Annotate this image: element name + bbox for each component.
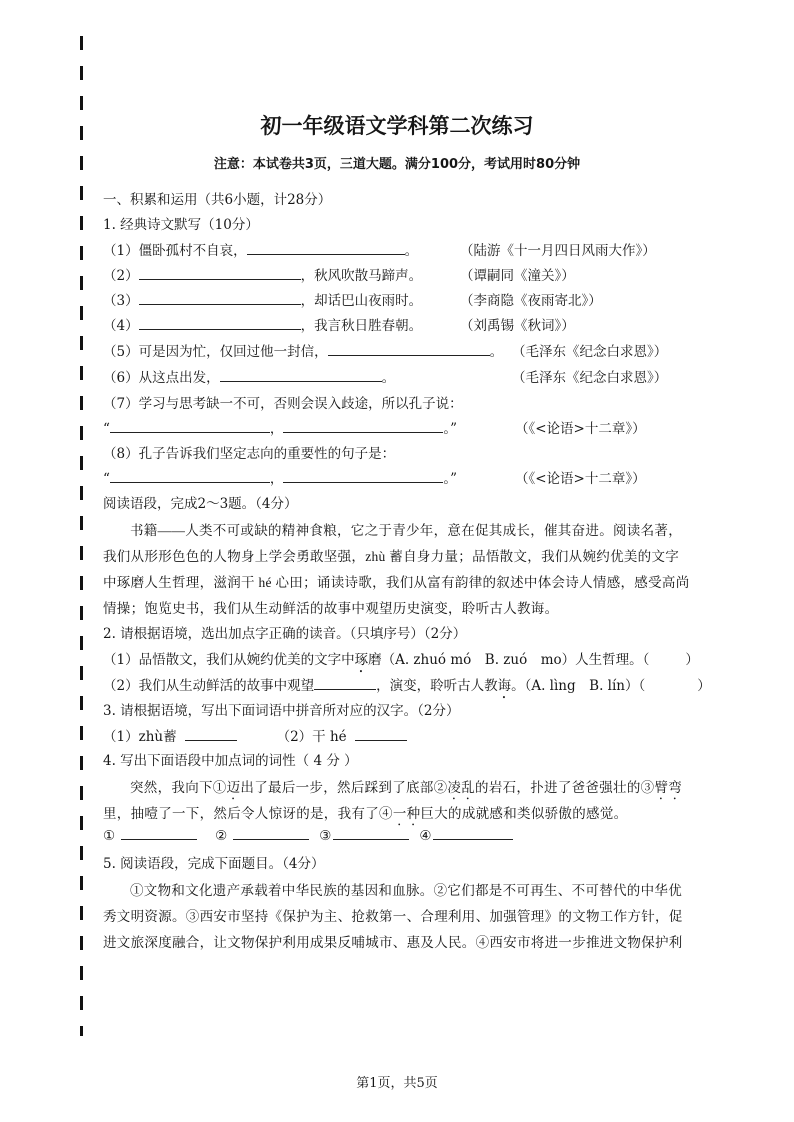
dotted-word: 臂弯 [654, 780, 683, 795]
q4-passage-line-2 [103, 802, 627, 829]
answer-blank[interactable] [139, 267, 301, 280]
q1-item-4-source: （刘禹锡《秋词》） [460, 318, 575, 334]
q1-item-1-source: （陆游《十一月四日风雨大作》） [460, 243, 656, 259]
q2-heading: 2. 请根据语境，选出加点字正确的读音。（只填序号）（2分） [103, 626, 467, 642]
dotted-word: 迈 [226, 780, 241, 795]
item-text: ，演变，聆听古人教 [376, 678, 498, 694]
dotted-word: 一种 [392, 806, 421, 821]
item-text: 从这点出发， [138, 370, 220, 386]
item-text: 。 [489, 344, 504, 360]
reading-1-instruction: 阅读语段，完成2～3题。（4分） [103, 496, 298, 512]
item-text: ，我言秋日胜春朝。 [300, 318, 423, 334]
page-title: 初一年级语文学科第二次练习 [260, 114, 534, 138]
answer-blank[interactable] [110, 420, 270, 433]
passage-text: 巨大的成就感和类似骄傲的感觉。 [420, 806, 628, 821]
item-number: （7） [103, 396, 139, 412]
item-number: （8） [103, 446, 139, 462]
item-text: 品悟散文，我们从婉约优美的文字中 [138, 652, 355, 668]
answer-label: ③ [319, 828, 332, 844]
passage-text: 出了最后一步，然后踩到了底部② [240, 780, 448, 795]
answer-blank[interactable] [433, 827, 513, 840]
answer-blank[interactable] [139, 317, 301, 330]
answer-blank[interactable] [355, 728, 407, 741]
item-text: 。 [381, 370, 396, 386]
close-quote: 。” [443, 471, 458, 487]
answer-blank[interactable] [328, 343, 490, 356]
dotted-char: 琢 [354, 652, 369, 668]
q4-answer-row [103, 827, 513, 844]
q1-item-5-source: （毛泽东《纪念白求恩》） [512, 344, 668, 360]
reading-1-line: 我们从形形色色的人物身上学会勇敢坚强，zhù 蓄自身力量；品悟散文，我们从婉约优美的文字 [103, 549, 680, 564]
item-text: 磨 [368, 652, 382, 668]
q1-item-6 [103, 366, 395, 386]
answer-blank[interactable] [247, 242, 405, 255]
binding-margin-line [80, 36, 83, 1036]
dotted-word: 凌乱 [447, 780, 476, 795]
q1-item-2-source: （谭嗣同《潼关》） [460, 268, 575, 284]
q1-item-2 [103, 264, 422, 284]
options-text: （A. zhuó mó B. zuó mo）人生哲理。（ [381, 652, 650, 668]
exam-notice: 注意：本试卷共3页，三道大题。满分100分，考试用时80分钟 [213, 157, 581, 172]
q3-item-2: （2）干 hé [276, 729, 347, 745]
item-text: 学习与思考缺一不可，否则会误入歧途，所以孔子说： [138, 396, 463, 412]
answer-blank[interactable] [121, 827, 197, 840]
close-quote: 。” [443, 421, 458, 437]
answer-blank[interactable] [185, 728, 237, 741]
reading-1-line: 书籍——人类不可或缺的精神食粮，它之于青少年，意在促其成长，催其奋进。阅读名著， [130, 523, 682, 538]
passage-text: 突然，我向下① [130, 780, 227, 795]
q2-line-1 [103, 648, 699, 676]
open-quote: “ [103, 421, 110, 437]
q1-item-4 [103, 314, 422, 334]
q1-item-8 [103, 442, 395, 462]
open-quote: “ [103, 471, 110, 487]
answer-label: ④ [419, 828, 432, 844]
q1-item-7 [103, 392, 463, 412]
answer-blank[interactable] [283, 470, 443, 483]
page-footer: 第1页，共5页 [356, 1076, 438, 1091]
reading-1-line: 中琢磨人生哲理，滋润干 hé 心田；诵读诗歌，我们从富有韵律的叙述中体会诗人情感，感受高尚 [103, 575, 690, 590]
reading-1-line: 情操；饱览史书，我们从生动鲜活的故事中观望历史演变，聆听古人教诲。 [103, 601, 559, 616]
item-number: （2） [103, 678, 139, 694]
q1-item-7-answer-line: “ ， 。” [103, 421, 458, 437]
answer-blank[interactable] [314, 677, 376, 690]
answer-blank[interactable] [283, 420, 443, 433]
q4-heading: 4. 写出下面语段中加点词的词性（ 4 分 ） [103, 753, 358, 769]
answer-label: ② [215, 828, 228, 844]
passage-text: 的岩石，扑进了爸爸强壮的③ [475, 780, 655, 795]
q3-heading: 3. 请根据语境，写出下面词语中拼音所对应的汉字。（2分） [103, 703, 460, 719]
q1-item-1 [103, 239, 418, 259]
q3-item-1: （1）zhù蓄 [103, 729, 177, 745]
item-number: （1） [103, 652, 139, 668]
q1-item-7-source: （《<论语>十二章》） [515, 421, 646, 437]
item-text: 僵卧孤村不自哀， [138, 243, 247, 259]
item-number: （5） [103, 344, 139, 360]
item-text: 。 [404, 243, 419, 259]
item-number: （2） [103, 268, 139, 284]
answer-blank[interactable] [220, 369, 382, 382]
q5-passage-line: 秀文明资源。③西安市坚持《保护为主、抢救第一、合理利用、加强管理》的文物工作方针，促 [103, 909, 683, 924]
close-paren: ） [697, 678, 711, 694]
q5-passage-line: ①文物和文化遗产承载着中华民族的基因和血脉。②它们都是不可再生、不可替代的中华优 [130, 883, 682, 898]
q4-passage-line-1 [130, 776, 682, 803]
dotted-char: 诲 [497, 678, 512, 694]
answer-blank[interactable] [110, 470, 270, 483]
item-number: （4） [103, 318, 139, 334]
q1-item-3 [103, 289, 422, 309]
q1-item-5 [103, 340, 503, 360]
section-1-heading: 一、积累和运用（共6小题，计28分） [103, 192, 332, 208]
q1-heading: 1. 经典诗文默写（10分） [103, 217, 259, 233]
item-text: ，却话巴山夜雨时。 [300, 293, 423, 309]
item-text: ，秋风吹散马蹄声。 [300, 268, 423, 284]
answer-blank[interactable] [233, 827, 309, 840]
q1-item-8-answer-line: “ ， 。” [103, 471, 458, 487]
item-text: 我们从生动鲜活的故事中观望 [138, 678, 315, 694]
q1-item-8-source: （《<论语>十二章》） [515, 471, 646, 487]
answer-blank[interactable] [139, 292, 301, 305]
item-text: 孔子告诉我们坚定志向的重要性的句子是： [138, 446, 396, 462]
item-number: （6） [103, 370, 139, 386]
q5-passage-line: 进文旅深度融合，让文物保护利用成果反哺城市、惠及人民。④西安市将进一步推进文物保护利 [103, 935, 683, 950]
answer-blank[interactable] [333, 827, 409, 840]
item-number: （1） [103, 243, 139, 259]
q1-item-3-source: （李商隐《夜雨寄北》） [460, 293, 602, 309]
close-paren: ） [685, 652, 699, 668]
answer-label: ① [103, 828, 116, 844]
q2-line-2 [103, 674, 711, 702]
passage-text: 里，抽噎了一下，然后令人惊讶的是，我有了④ [103, 806, 393, 821]
q5-heading: 5. 阅读语段，完成下面题目。（4分） [103, 856, 325, 872]
q3-answers [103, 725, 407, 745]
options-text: 。（A. lìng B. lín）（ [511, 678, 646, 694]
q1-item-6-source: （毛泽东《纪念白求恩》） [512, 370, 668, 386]
item-text: 可是因为忙，仅回过他一封信， [138, 344, 328, 360]
item-number: （3） [103, 293, 139, 309]
